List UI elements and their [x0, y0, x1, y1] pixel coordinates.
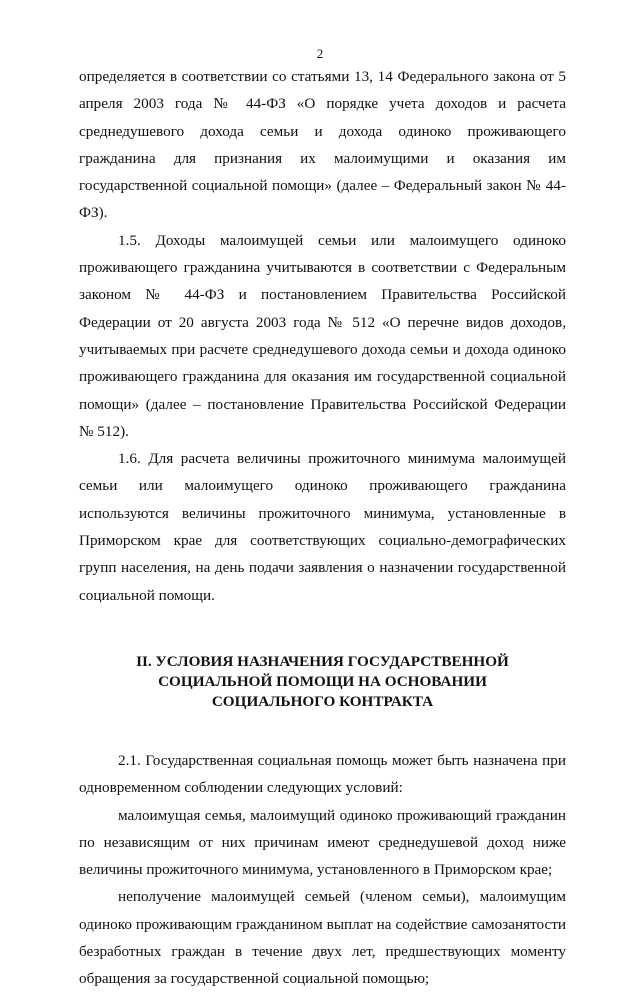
page-number: 2 [316, 46, 324, 61]
paragraph-2-1: 2.1. Государственная социальная помощь может быть назначена при одновременном соблюдении следующих условий: [79, 751, 566, 797]
paragraph-1-5: 1.5. Доходы малоимущей семьи или малоимущего одиноко проживающего гражданина учитываются в соответствии с Федеральным законом № 44-ФЗ и постановлением Правительства Российской Федерации от 20 августа 2003 года № 512 «О перечне видов доходов, учитываемых при расчете среднедушевого дохода семьи и дохода одиноко проживающего гражданина для оказания им государственной социальной помощи» (далее – постановление Правительства Российской Федерации № 512). [79, 231, 566, 440]
section-heading-line-3: СОЦИАЛЬНОГО КОНТРАКТА [211, 692, 434, 710]
section-heading [79, 652, 566, 712]
condition-item-no-payments: неполучение малоимущей семьей (членом семьи), малоимущим одиноко проживающим гражданином выплат на содействие самозанятости безработных граждан в течение двух лет, предшествующих моменту обращения за государственной социальной помощью; [79, 888, 566, 988]
section-heading-line-1: II. УСЛОВИЯ НАЗНАЧЕНИЯ ГОСУДАРСТВЕННОЙ [136, 652, 509, 670]
section-heading-line-2: СОЦИАЛЬНОЙ ПОМОЩИ НА ОСНОВАНИИ [158, 672, 487, 690]
document-body [79, 63, 566, 993]
condition-item-income: малоимущая семья, малоимущий одиноко проживающий гражданин по независящим от них причинам имеют среднедушевой доход ниже величины прожиточного минимума, установленного в Приморском крае; [79, 806, 566, 879]
paragraph-1-6: 1.6. Для расчета величины прожиточного минимума малоимущей семьи или малоимущего одиноко проживающего гражданина используются величины прожиточного минимума, установленные в Приморском крае для соответствующих социально-демографических групп населения, на день подачи заявления о назначении государственной социальной помощи. [79, 450, 566, 604]
paragraph-1-4-continuation: определяется в соответствии со статьями 13, 14 Федерального закона от 5 апреля 2003 года № 44-ФЗ «О порядке учета доходов и расчета среднедушевого дохода семьи и дохода одиноко проживающего гражданина для признания их малоимущими и оказания им государственной социальной помощи» (далее – Федеральный закон № 44-ФЗ). [79, 68, 566, 222]
